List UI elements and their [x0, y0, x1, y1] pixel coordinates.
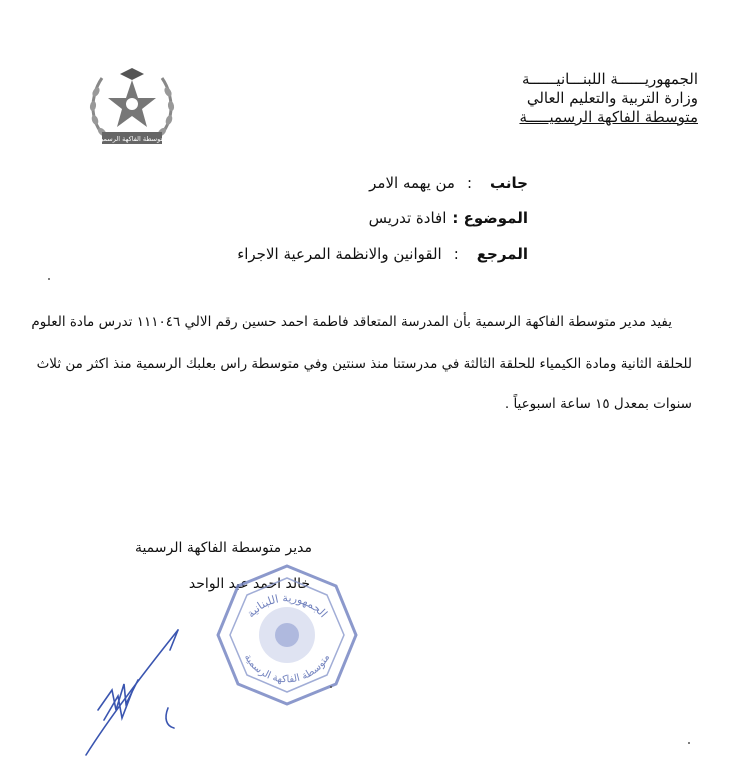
reference-value: القوانين والانظمة المرعية الاجراء — [237, 245, 442, 263]
to-label: جانب — [490, 174, 528, 192]
official-stamp — [212, 560, 362, 710]
subject-label: الموضوع : — [452, 209, 528, 227]
body-line-3: سنوات بمعدل ١٥ ساعة اسبوعياً . — [504, 396, 692, 412]
logo-caption: متوسطة الفاكهة الرسمية — [98, 135, 166, 143]
speck — [48, 278, 50, 280]
subject-value: افادة تدريس — [368, 209, 447, 227]
field-reference: المرجع:القوانين والانظمة المرعية الاجراء — [237, 245, 528, 263]
header-school: متوسطة الفاكهة الرسميـــــة — [519, 108, 698, 126]
header-republic: الجمهوريــــــة اللبنـــانيــــــة — [522, 70, 698, 88]
field-subject — [369, 209, 528, 227]
reference-label: المرجع — [476, 245, 528, 263]
to-value: من يهمه الامر — [369, 174, 455, 192]
field-to: جانب:من يهمه الامر — [369, 174, 528, 192]
letterhead — [418, 70, 698, 127]
stamp-bottom-text: متوسطة الفاكهة الرسمية — [241, 652, 333, 686]
body-line-2: للحلقة الثانية ومادة الكيمياء للحلقة الثالثة في مدرستنا منذ سنتين وفي متوسطة راس بعلبك الرسمية منذ اكثر من ثلاث — [36, 356, 692, 372]
school-logo — [80, 62, 184, 154]
signatory-title: مدير متوسطة الفاكهة الرسمية — [134, 540, 312, 556]
handwritten-signature — [78, 600, 218, 759]
stamp-top-text: الجمهورية اللبنانية — [244, 591, 330, 621]
signatory-name: خالد احمد عبد الواحد — [188, 576, 310, 592]
speck — [330, 686, 332, 688]
speck — [688, 742, 690, 744]
header-ministry: وزارة التربية والتعليم العالي — [526, 89, 698, 107]
body-line-1: يفيد مدير متوسطة الفاكهة الرسمية بأن المدرسة المتعاقد فاطمة احمد حسين رقم الالي ١١١٠٤٦ تدرس مادة العلوم — [31, 314, 672, 330]
